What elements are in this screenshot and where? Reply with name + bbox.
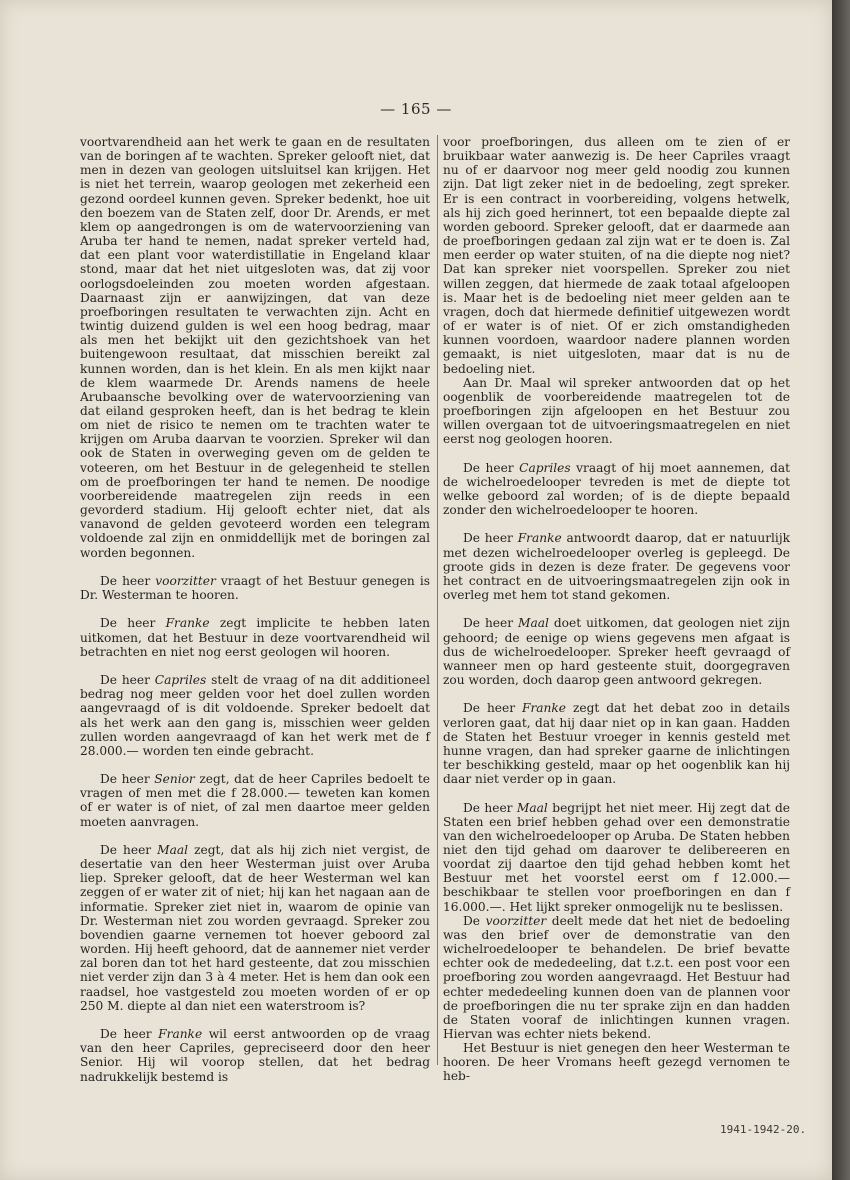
right-paragraph-2: Aan Dr. Maal wil spreker antwoorden dat op het oogenblik de voorbereidende maatregelen tot de proefboringen zijn afgeloopen en het Bestuur zou willen overgaan tot de uitvoeringsmaatregelen en niet eerst nog geologen hooren. (443, 375, 790, 447)
speaker-name: Capriles (519, 460, 571, 475)
right-paragraph-9: Het Bestuur is niet genegen den heer Westerman te hooren. De heer Vromans heeft gezegd vernomen te heb- (443, 1041, 790, 1084)
scan-edge (832, 0, 850, 1180)
left-paragraph-6: De heer Maal zegt, dat als hij zich niet vergist, de desertatie van den heer Westerman juist over Aruba liep. Spreker gelooft, dat de heer Westerman wel kan zeggen of er water zit of niet; hij kan het nagaan aan de informatie. Spreker ziet niet in, waarom de opinie van Dr. Westerman niet zou worden gevraagd. Spreker zou bovendien gaarne vernemen tot hoever geboord zal worden. Hij heeft gehoord, dat de aannemer niet verder zal boren dan tot het hard gesteente, dat zou misschien niet verder zijn dan 3 à 4 meter. Het is hem dan ook een raadsel, hoe vastgesteld zou moeten worden of er op 250 M. diepte al dan niet een waterstroom is? (80, 842, 430, 1013)
speaker-name: Franke (158, 1027, 203, 1042)
speaker-name: Franke (522, 701, 566, 716)
right-column (443, 135, 790, 1084)
speaker-name: Maal (516, 800, 548, 815)
speaker-name: Franke (517, 531, 562, 546)
left-paragraph-7: De heer Franke wil eerst antwoorden op de vraag van den heer Capriles, gepreciseerd door den heer Senior. Hij wil voorop stellen, dat het bedrag nadrukkelijk bestemd is (80, 1027, 430, 1084)
speaker-name: voorzitter (155, 573, 216, 588)
right-paragraph-4: De heer Franke antwoordt daarop, dat er natuurlijk met dezen wichelroedelooper overleg is gepleegd. De groote gids in dezen is deze frater. De gegevens voor het contract en de uitvoeringsmaatregelen zijn ook in overleg met hem tot stand gekomen. (443, 531, 790, 603)
right-paragraph-1: voor proefboringen, dus alleen om te zien of er bruikbaar water aanwezig is. De heer Capriles vraagt nu of er daarvoor nog meer geld noodig zou kunnen zijn. Dat ligt zeker niet in de bedoeling, zegt spreker. Er is een contract in voorbereiding, volgens hetwelk, als hij zich goed herinnert, tot een bepaalde diepte zal worden geboord. Spreker gelooft, dat er daarmede aan de proefboringen gedaan zal zijn wat er te doen is. Zal men eerder op water stuiten, of na die diepte nog niet? Dat kan spreker niet voorspellen. Spreker zou niet willen zeggen, dat hiermede de zaak totaal afgeloopen is. Maar het is de bedoeling niet meer gelden aan te vragen, doch dat hiermede definitief uitgewezen wordt of er water is of niet. Of er zich omstandigheden kunnen voordoen, waardoor nadere plannen worden gemaakt, is niet uitgesloten, maar dat is nu de bedoeling niet. (443, 135, 790, 376)
speaker-name: Maal (157, 842, 189, 857)
right-paragraph-3: De heer Capriles vraagt of hij moet aannemen, dat de wichelroedelooper tevreden is met de diepte tot welke geboord zal worden; of is de diepte bepaald zonder den wichelroedelooper te hooren. (443, 460, 790, 518)
speaker-name: voorzitter (485, 913, 547, 928)
right-paragraph-6: De heer Franke zegt dat het debat zoo in details verloren gaat, dat hij daar niet op in kan gaan. Hadden de Staten het Bestuur vroeger in kennis gesteld met hunne vragen, dan had spreker gaarne de inlichtingen ter beschikking gesteld, maar op het oogenblik kan hij daar niet verder op in gaan. (443, 701, 790, 787)
left-column (80, 135, 430, 1084)
speaker-name: Franke (165, 616, 210, 631)
column-divider (437, 135, 438, 1065)
left-paragraph-1: voortvarendheid aan het werk te gaan en de resultaten van de boringen af te wachten. Spreker gelooft niet, dat men in dezen van geologen uitsluitsel kan krijgen. Het is niet het terrein, waarop geologen met zekerheid een gezond oordeel kunnen geven. Spreker bedenkt, hoe uit den boezem van de Staten zelf, door Dr. Arends, er met klem op aangedrongen is om de watervoorziening van Aruba ter hand te nemen, nadat spreker verteld had, dat een plant voor waterdistillatie in Engeland klaar stond, maar dat het niet uitgesloten was, dat zij voor oorlogsdoeleinden zou moeten worden afgestaan. Daarnaast zijn er aanwijzingen, dat van deze proefboringen resultaten te verwachten zijn. Acht en twintig duizend gulden is wel een hoog bedrag, maar als men het bekijkt uit den gezichtshoek van het buitengewoon resultaat, dat misschien bereikt zal kunnen worden, dan is het klein. En als men kijkt naar de klem waarmede Dr. Arends namens de heele Arubaansche bevolking over de watervoorziening van dat eiland gesproken heeft, dan is het bedrag te klein om niet de risico te nemen om te trachten water te krijgen om Aruba daarvan te voorzien. Spreker wil dan ook de Staten in overweging geven om de gelden te voteeren, om het Bestuur in de gelegenheid te stellen om de proefboringen ter hand te nemen. De noodige voorbereidende maatregelen zijn reeds in een gevorderd stadium. Hij gelooft echter niet, dat als vanavond de gelden gevoteerd worden een telegram voldoende zal zijn en onmiddellijk met de boringen zal worden begonnen. (80, 135, 430, 560)
page-number: — 165 — (380, 100, 452, 118)
speaker-name: Maal (518, 616, 549, 631)
left-paragraph-3: De heer Franke zegt implicite te hebben laten uitkomen, dat het Bestuur in deze voortvarendheid wil betrachten en niet nog eerst geologen wil hooren. (80, 616, 430, 659)
left-paragraph-5: De heer Senior zegt, dat de heer Capriles bedoelt te vragen of men met die f 28.000.— teweten kan komen of er water is of niet, of zal men daartoe meer gelden moeten aanvragen. (80, 772, 430, 829)
speaker-name: Senior (154, 772, 195, 787)
archive-stamp: 1941-1942-20. (720, 1123, 807, 1136)
left-paragraph-4: De heer Capriles stelt de vraag of na dit additioneel bedrag nog meer gelden voor het doel zullen worden aangevraagd of is dit voldoende. Spreker bedoelt dat als het werk aan den gang is, misschien weer gelden zullen worden aangevraagd of kan het werk met de f 28.000.— worden ten einde gebracht. (80, 673, 430, 758)
left-paragraph-2: De heer voorzitter vraagt of het Bestuur genegen is Dr. Westerman te hooren. (80, 573, 430, 603)
right-paragraph-7: De heer Maal begrijpt het niet meer. Hij zegt dat de Staten een brief hebben gehad over een demonstratie van den wichelroedelooper op Aruba. De Staten hebben niet den tijd gehad om daarover te delibereeren en voordat zij daartoe den tijd gehad hebben komt het Bestuur met het voorstel eerst om f 12.000.— beschikbaar te stellen voor proefboringen en dan f 16.000.—. Het lijkt spreker onmogelijk nu te beslissen. (443, 800, 790, 914)
right-paragraph-8: De voorzitter deelt mede dat het niet de bedoeling was den brief over de demonstratie van den wichelroedelooper te behandelen. De brief bevatte echter ook de mededeeling, dat t.z.t. een post voor een proefboring zou worden aangevraagd. Het Bestuur had echter mededeeling kunnen doen van de plannen voor de proefboringen die nu ter sprake zijn en dan hadden de Staten vooraf de inlichtingen kunnen vragen. Hiervan was echter niets bekend. (443, 913, 790, 1041)
speaker-name: Capriles (154, 673, 207, 688)
right-paragraph-5: De heer Maal doet uitkomen, dat geologen niet zijn gehoord; de eenige op wiens gegevens men afgaat is dus de wichelroedelooper. Spreker heeft gevraagd of wanneer men op hard gesteente stuit, doorgegraven zou worden, doch daarop geen antwoord gekregen. (443, 616, 790, 688)
